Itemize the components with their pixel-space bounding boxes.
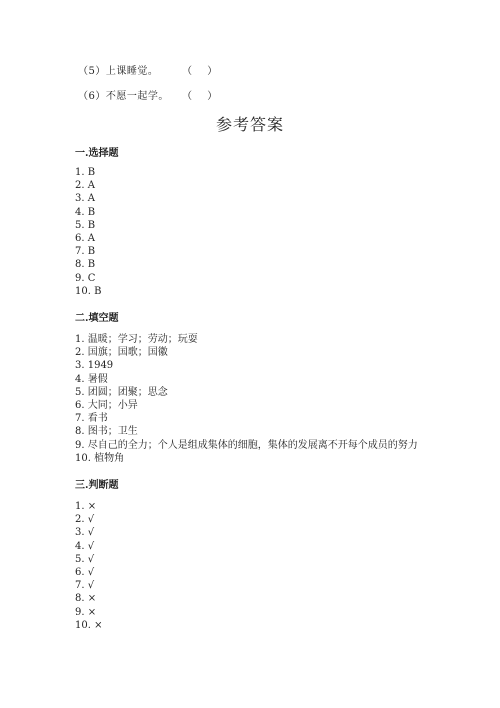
section-heading-true-false: 三.判断题 <box>75 480 119 491</box>
list-item: 8. B <box>75 259 96 271</box>
list-item: 9. C <box>75 272 96 284</box>
list-item: 10. B <box>75 285 102 297</box>
list-item: 3. √ <box>75 527 95 539</box>
list-item: 7. 看书 <box>75 413 108 425</box>
list-item: 1. 温暖；学习；劳动；玩耍 <box>75 334 198 345</box>
list-item: 7. B <box>75 246 96 258</box>
list-item: 3. 1949 <box>75 360 114 372</box>
true-false-answer-list <box>75 500 102 632</box>
list-item: 5. √ <box>75 553 95 565</box>
list-item: 4. √ <box>75 540 95 552</box>
question-5 <box>78 62 218 77</box>
choice-answer-list <box>75 166 101 298</box>
list-item: 9. × <box>75 606 97 618</box>
list-item: 2. 国旗；国歌；国徽 <box>75 347 168 359</box>
list-item: 8. × <box>75 593 97 605</box>
list-item: 5. B <box>75 219 96 231</box>
list-item: 6. A <box>75 232 95 244</box>
question-6 <box>78 87 218 102</box>
list-item: 2. A <box>75 180 95 192</box>
list-item: 9. 尽自己的全力；个人是组成集体的细胞，集体的发展离不开每个成员的努力 <box>75 439 418 451</box>
list-item: 1. B <box>75 167 96 178</box>
question-6-text: （6）不愿一起学。 <box>78 91 169 102</box>
list-item: 10. 植物角 <box>75 452 125 464</box>
page-title: 参考答案 <box>215 115 284 134</box>
section-heading-choice: 一.选择题 <box>75 148 119 159</box>
list-item: 4. 暑假 <box>75 373 108 385</box>
list-item: 5. 团圆；团聚；思念 <box>75 386 168 398</box>
list-item: 10. × <box>75 619 103 631</box>
question-5-text: （5）上课睡觉。 <box>78 66 159 77</box>
fill-blank-answer-list <box>75 333 418 465</box>
list-item: 6. √ <box>75 566 95 578</box>
list-item: 3. A <box>75 193 95 205</box>
list-item: 1. × <box>75 501 97 512</box>
list-item: 7. √ <box>75 580 95 592</box>
list-item: 6. 大同；小异 <box>75 399 138 411</box>
section-heading-fill-blank: 二.填空题 <box>75 313 119 324</box>
question-6-blank: （ ） <box>182 91 218 102</box>
list-item: 8. 图书；卫生 <box>75 426 138 438</box>
question-5-blank: （ ） <box>182 66 218 77</box>
list-item: 2. √ <box>75 514 95 526</box>
list-item: 4. B <box>75 206 96 218</box>
